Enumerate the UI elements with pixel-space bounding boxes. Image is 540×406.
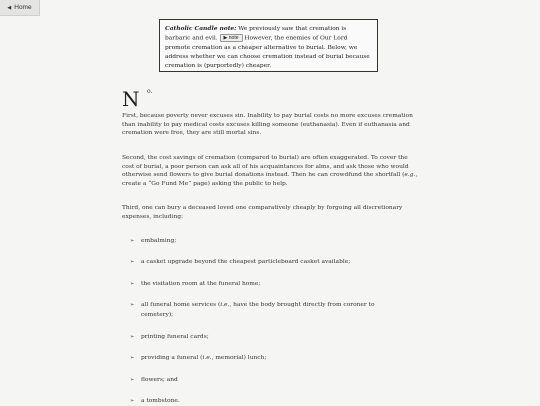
home-button-label: Home: [14, 4, 32, 11]
paragraph-first: First, because poverty never excuses sin. Inability to pay burial costs no more excuses cremation than inability to pay medical costs excuses killing someone (euthanasia). Even if euthanasia and cremation were free, they are still mortal sins.: [122, 113, 413, 137]
list-item-text-a: providing a funeral (: [141, 355, 203, 361]
list-item-text-a: all funeral home services (: [141, 302, 221, 308]
list-item-text-a: printing funeral cards;: [141, 334, 209, 340]
list-item-text-italic: i.e.: [220, 302, 230, 308]
paragraph-second-a: Second, the cost savings of cremation (compared to burial) are often exaggerated. To cover the cost of burial, a poor person can ask all of his acquaintances for alms, and ask those who would otherwise send flowers to give burial donations instead. Then he can crowdfund the shortfall (: [122, 155, 409, 179]
list-item-text: [141, 279, 389, 289]
list-item-text: [141, 257, 389, 267]
list-item-text-b: , memorial) lunch;: [211, 355, 267, 361]
list-item-text-a: a casket upgrade beyond the cheapest particleboard casket available;: [141, 259, 351, 265]
list-item-text: [141, 300, 389, 320]
list-item-text-a: flowers; and: [141, 377, 178, 383]
arrow-bullet-icon: ➢: [130, 377, 135, 383]
paragraph-third: Third, one can bury a deceased loved one comparatively cheaply by forgoing all discretionary expenses, including:: [122, 205, 403, 220]
note-toggle-button[interactable]: ▶ note: [220, 34, 243, 42]
arrow-bullet-icon: ➢: [130, 302, 135, 308]
triangle-left-icon: ◀: [7, 4, 12, 11]
list-item-text: [141, 236, 389, 246]
list-item-text: [141, 332, 389, 342]
home-button[interactable]: [0, 0, 40, 16]
paragraph-second-eg: e.g.: [404, 172, 416, 179]
arrow-bullet-icon: ➢: [130, 334, 135, 340]
paragraph-second-b: , create a “Go Fund Me” page) asking the public to help.: [122, 172, 418, 187]
arrow-bullet-icon: ➢: [130, 355, 135, 361]
arrow-bullet-icon: ➢: [130, 281, 135, 287]
arrow-bullet-icon: ➢: [130, 238, 135, 244]
list-item-text-a: a tombstone.: [141, 398, 180, 404]
note-text-b: However, the enemies of Our Lord promote cremation as a cheaper alternative to burial. Below, we address whether we can choose cremation instead of burial because cremation is (purportedly) cheaper.: [165, 35, 370, 69]
list-item-text-italic: i.e.: [202, 355, 212, 361]
drop-cap-suffix: o.: [147, 88, 153, 95]
arrow-bullet-icon: ➢: [130, 398, 135, 404]
list-item-text: [141, 375, 389, 385]
note-text-a: We previously saw that cremation is barbaric and evil.: [165, 26, 347, 42]
drop-cap: N: [122, 87, 140, 111]
list-item-text-b: , have the body brought directly from coroner to cemetery);: [141, 302, 375, 318]
editor-note-box: [159, 19, 378, 72]
note-title: Catholic Candle note:: [165, 25, 237, 32]
list-item-text-a: embalming;: [141, 238, 177, 244]
arrow-bullet-icon: ➢: [130, 259, 135, 265]
paragraph-second: [122, 154, 418, 188]
list-item-text-a: the visitation room at the funeral home;: [141, 281, 261, 287]
list-item-text: [141, 353, 389, 363]
